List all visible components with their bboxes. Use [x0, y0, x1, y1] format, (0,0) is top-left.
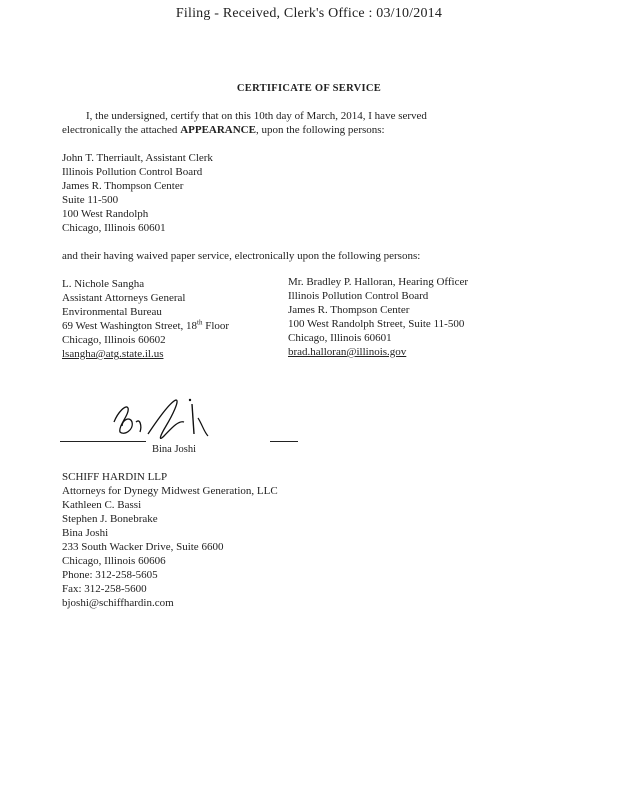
address-line: Suite 11-500	[62, 194, 119, 206]
recipient-bureau: Environmental Bureau	[62, 306, 162, 318]
firm-line: Attorneys for Dynegy Midwest Generation, LLC	[62, 485, 278, 497]
intro-line-1: I, the undersigned, certify that on this 10th day of March, 2014, I have served	[86, 110, 427, 122]
filing-stamp: Filing - Received, Clerk's Office : 03/10/2014	[175, 6, 443, 21]
firm-name: SCHIFF HARDIN LLP	[62, 471, 168, 483]
intro-paragraph	[62, 109, 492, 137]
recipient-attorney-general	[62, 277, 229, 361]
firm-fax: Fax: 312-258-5600	[62, 583, 147, 595]
address-line: Chicago, Illinois 60601	[288, 332, 392, 344]
page-title: CERTIFICATE OF SERVICE	[236, 83, 382, 94]
signer-name: Bina Joshi	[152, 444, 197, 455]
recipient-city: Chicago, Illinois 60602	[62, 334, 166, 346]
waived-statement: and their having waived paper service, electronically upon the following persons:	[62, 250, 421, 262]
document-name: APPEARANCE	[180, 124, 256, 136]
address-pre: 69 West Washington Street, 18	[62, 320, 198, 332]
address-line: Chicago, Illinois 60601	[62, 222, 166, 234]
recipient-address	[62, 319, 229, 333]
address-line: James R. Thompson Center	[62, 180, 184, 192]
address-post: Floor	[202, 320, 230, 332]
recipient-name: L. Nichole Sangha	[62, 278, 145, 290]
recipient-hearing-officer	[288, 275, 468, 359]
recipient-title: Assistant Attorneys General	[62, 292, 186, 304]
address-superscript: th	[197, 318, 203, 327]
address-line: John T. Therriault, Assistant Clerk	[62, 152, 213, 164]
firm-line: Bina Joshi	[62, 527, 109, 539]
recipient-name: Mr. Bradley P. Halloran, Hearing Officer	[288, 276, 469, 288]
recipient-clerk	[62, 151, 213, 235]
firm-line: Stephen J. Bonebrake	[62, 513, 158, 525]
signature-line-end	[270, 441, 298, 442]
signature-line	[60, 441, 146, 442]
address-line: 100 West Randolph Street, Suite 11-500	[288, 318, 465, 330]
firm-line: 233 South Wacker Drive, Suite 6600	[62, 541, 224, 553]
firm-signature-block	[62, 470, 278, 610]
firm-email: bjoshi@schiffhardin.com	[62, 597, 174, 609]
intro-line-2	[62, 123, 492, 137]
address-line: Illinois Pollution Control Board	[62, 166, 203, 178]
firm-line: Kathleen C. Bassi	[62, 499, 142, 511]
firm-line: Chicago, Illinois 60606	[62, 555, 166, 567]
recipient-email-link[interactable]: lsangha@atg.state.il.us	[62, 348, 164, 360]
intro-line-2-post: , upon the following persons:	[255, 124, 385, 136]
firm-phone: Phone: 312-258-5605	[62, 569, 158, 581]
address-line: James R. Thompson Center	[288, 304, 410, 316]
address-line: 100 West Randolph	[62, 208, 149, 220]
intro-line-2-pre: electronically the attached	[62, 124, 181, 136]
address-line: Illinois Pollution Control Board	[288, 290, 429, 302]
recipient-email-link[interactable]: brad.halloran@illinois.gov	[288, 346, 407, 358]
